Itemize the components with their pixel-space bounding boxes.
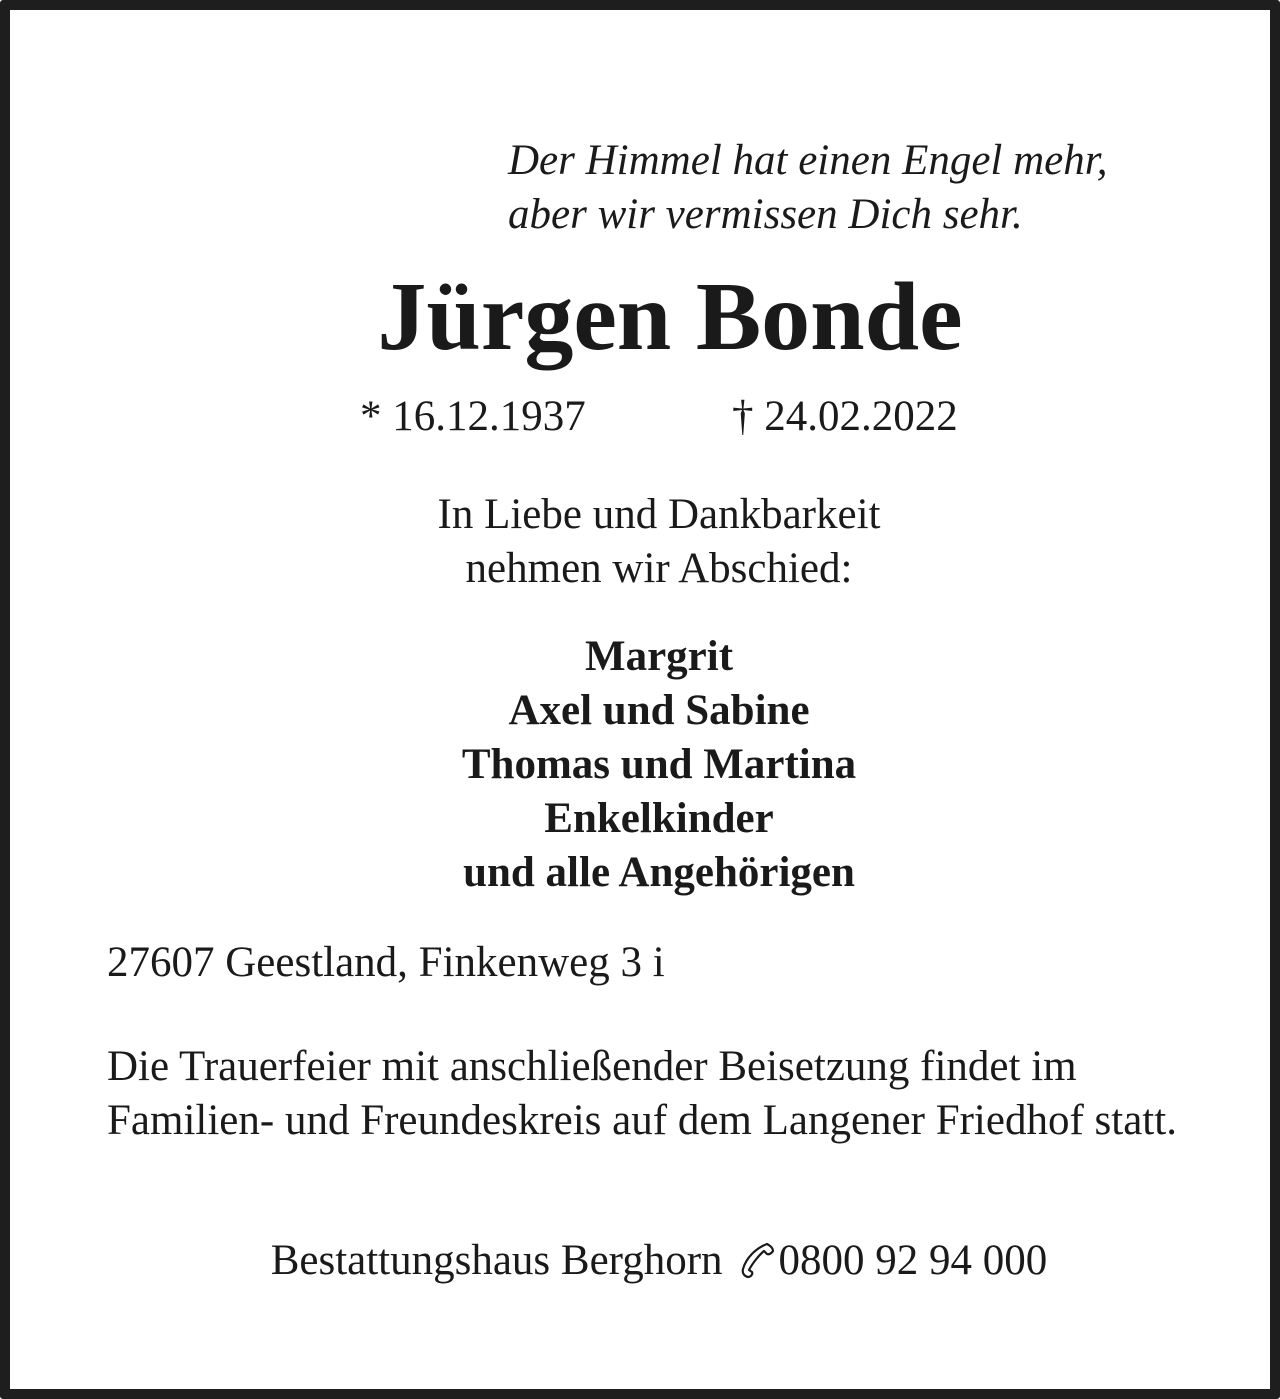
birth-date: * 16.12.1937 xyxy=(360,393,586,440)
mourner-name: Axel und Sabine xyxy=(508,687,810,734)
funeral-home-name: Bestattungshaus Berghorn xyxy=(270,1237,723,1284)
death-date: † 24.02.2022 xyxy=(732,393,958,440)
ceremony-notice: Die Trauerfeier mit anschließender Beisetzung findet im Familien- und Freundeskreis auf dem Langener Friedhof statt. xyxy=(107,1043,1177,1144)
intro-line-2: nehmen wir Abschied: xyxy=(465,545,853,592)
mourner-name: und alle Angehörigen xyxy=(463,849,855,896)
phone-icon xyxy=(737,1240,777,1280)
deceased-name: Jürgen Bonde xyxy=(377,263,963,371)
quote-line-1: Der Himmel hat einen Engel mehr, xyxy=(508,137,1108,184)
quote-line-2: aber wir vermissen Dich sehr. xyxy=(508,191,1023,238)
mourner-name: Enkelkinder xyxy=(544,795,774,842)
intro-line-1: In Liebe und Dankbarkeit xyxy=(437,491,881,538)
mourner-name: Thomas und Martina xyxy=(461,741,857,788)
phone-number: 0800 92 94 000 xyxy=(778,1237,1048,1284)
mourner-name: Margrit xyxy=(584,633,734,680)
family-address: 27607 Geestland, Finkenweg 3 i xyxy=(107,939,665,986)
funeral-home-line xyxy=(10,1234,1280,1288)
